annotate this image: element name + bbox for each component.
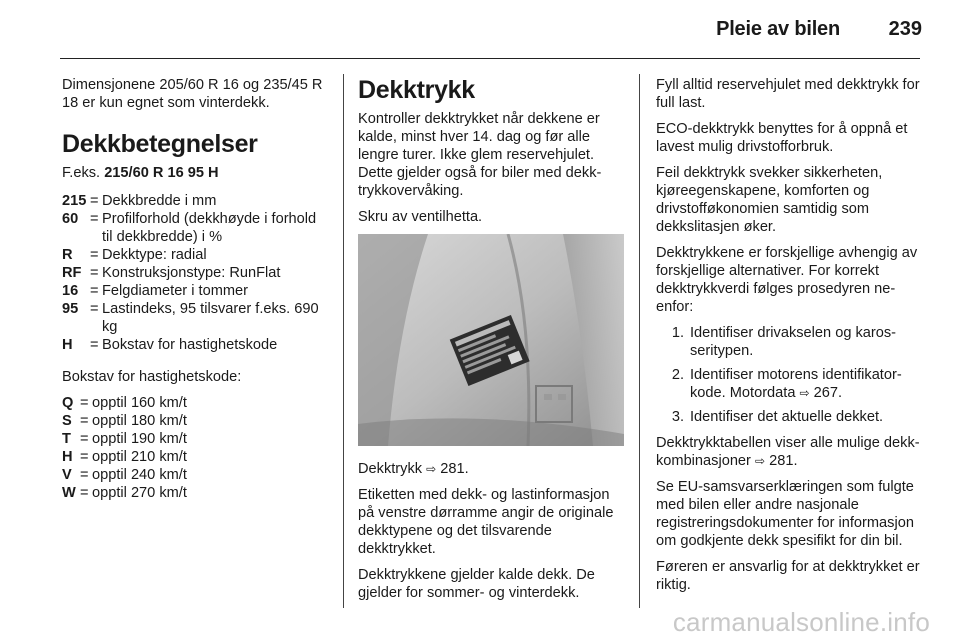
speed-row [62,448,330,466]
definition-value: Konstruksjonstype: RunFlat [102,265,281,281]
definition-value: Dekkbredde i mm [102,193,217,209]
reference-page-link[interactable]: 281. [440,461,469,477]
paragraph-pressure-table [656,434,922,470]
procedure-steps [656,324,922,426]
door-frame-illustration [358,234,624,446]
speed-key: V [62,467,72,483]
list-item [656,324,922,360]
definition-row [62,282,330,300]
definition-value: Lastindeks, 95 tilsvarer f.eks. 690 kg [102,301,319,335]
reference-page-link[interactable]: 267. [813,385,843,401]
step-number: 1. [671,325,684,341]
speed-key: H [62,449,73,465]
definition-key: 60 [62,211,79,227]
speed-value: opptil 160 km/t [92,395,187,411]
definition-row [62,336,330,354]
definition-eq: = [90,265,99,281]
speed-eq: = [80,485,89,501]
step-number: 3. [671,409,684,425]
speed-value: opptil 210 km/t [92,449,187,465]
paragraph-spare-wheel: Fyll alltid reservehjulet med dekktrykk for full last. [656,77,920,111]
speed-value: opptil 270 km/t [92,485,187,501]
page-reference-icon: ⇨ [426,462,437,476]
page-reference-icon: ⇨ [799,386,810,400]
speed-code-intro: Bokstav for hastighetskode: [62,369,242,385]
header-rule [60,58,920,59]
definition-eq: = [90,247,99,263]
speed-eq: = [80,449,89,465]
definition-row [62,264,330,282]
speed-row [62,430,330,448]
intro-text: Dimensjonene 205/60 R 16 og 235/45 R 18 er kun egnet som vinterdekk. [62,77,323,111]
watermark: carmanualsonline.info [672,607,930,637]
list-item [656,408,922,426]
paragraph-driver-responsibility: Føreren er ansvarlig for at dekktrykket er riktig. [656,559,920,593]
speed-row [62,412,330,430]
definition-row [62,192,330,210]
definition-eq: = [90,193,99,209]
reference-page-link[interactable]: 281. [769,453,798,469]
example-code: 215/60 R 16 95 H [104,165,219,181]
definition-value: Bokstav for hastighetskode [102,337,278,353]
speed-row [62,484,330,502]
speed-eq: = [80,431,89,447]
tire-code-definitions [62,192,330,354]
door-frame-label-photo [358,234,624,446]
definition-eq: = [90,211,99,227]
paragraph-valve-cap: Skru av ventilhetta. [358,209,483,225]
speed-code-list [62,394,330,502]
definition-key: H [62,337,73,353]
reference-label: Dekktrykk [358,461,423,477]
definition-value: Profilforhold (dekkhøyde i forhold til dekkbredde) i % [102,211,317,245]
paragraph-pressure-table-text: Dekktrykktabellen viser alle mulige dekk-kombinasjoner [656,435,920,469]
definition-eq: = [90,337,99,353]
definition-value: Felgdiameter i tommer [102,283,248,299]
step-text: Identifiser drivakselen og karosseritypen. [690,325,897,359]
column-divider-1 [343,74,344,608]
speed-eq: = [80,413,89,429]
speed-value: opptil 180 km/t [92,413,187,429]
section-heading-dekkbetegnelser: Dekkbetegnelser [62,130,258,158]
speed-key: W [62,485,76,501]
step-text-body: Identifiser motorens identifikatorkode. Motordata [690,367,902,401]
definition-row [62,300,330,336]
definition-key: 95 [62,301,79,317]
paragraph-check-pressure: Kontroller dekktrykket når dekkene er kalde, minst hver 14. dag og før alle lengre turer. Ikke glem reservehjulet. Dette gjelder også for biler med dekktrykkovervåking. [358,111,602,199]
speed-key: Q [62,395,74,411]
paragraph-eu-declaration: Se EU-samsvarserklæringen som fulgte med bilen eller andre nasjonale registreringsdokumenter for informasjon om godkjente dekk spesifikt for din bil. [656,479,914,549]
header-title: Pleie av bilen [716,18,840,40]
definition-row [62,210,330,246]
speed-value: opptil 190 km/t [92,431,187,447]
column-right [656,76,922,602]
step-text: Identifiser det aktuelle dekket. [690,409,884,425]
definition-eq: = [90,301,99,317]
speed-row [62,394,330,412]
example-prefix: F.eks. [62,165,101,181]
paragraph-cold-tires: Dekktrykkene gjelder kalde dekk. De gjelder for sommer- og vinterdekk. [358,567,595,601]
step-number: 2. [671,367,684,383]
definition-key: RF [62,265,82,281]
definition-key: R [62,247,73,263]
column-middle [358,76,624,610]
definition-value: Dekktype: radial [102,247,207,263]
speed-eq: = [80,467,89,483]
definition-key: 215 [62,193,87,209]
speed-eq: = [80,395,89,411]
definition-key: 16 [62,283,79,299]
speed-row [62,466,330,484]
definition-row [62,246,330,264]
paragraph-wrong-pressure: Feil dekktrykk svekker sikkerheten, kjøreegenskapene, komforten og drivstofføkonomien samtidig som dekkslitasjen øker. [656,165,883,235]
column-left [62,76,330,516]
speed-value: opptil 240 km/t [92,467,187,483]
step-text [690,366,922,402]
page-number: 239 [888,18,922,40]
paragraph-label-info: Etiketten med dekk- og lastinformasjon på venstre dørramme angir de originale dekktypene og det tilsvarende dekktrykket. [358,487,614,557]
list-item [656,366,922,402]
definition-eq: = [90,283,99,299]
section-heading-dekktrykk: Dekktrykk [358,76,475,104]
paragraph-eco-pressure: ECO-dekktrykk benyttes for å oppnå et lavest mulig drivstofforbruk. [656,121,908,155]
reference-tire-pressure [358,460,624,478]
speed-key: S [62,413,72,429]
tire-example [62,164,330,182]
paragraph-procedure-intro: Dekktrykkene er forskjellige avhengig av forskjellige alternativer. For korrekt dekktrykkverdi følges prosedyren neenfor: [656,245,918,315]
speed-key: T [62,431,71,447]
column-divider-2 [639,74,640,608]
page-reference-icon: ⇨ [754,454,766,468]
